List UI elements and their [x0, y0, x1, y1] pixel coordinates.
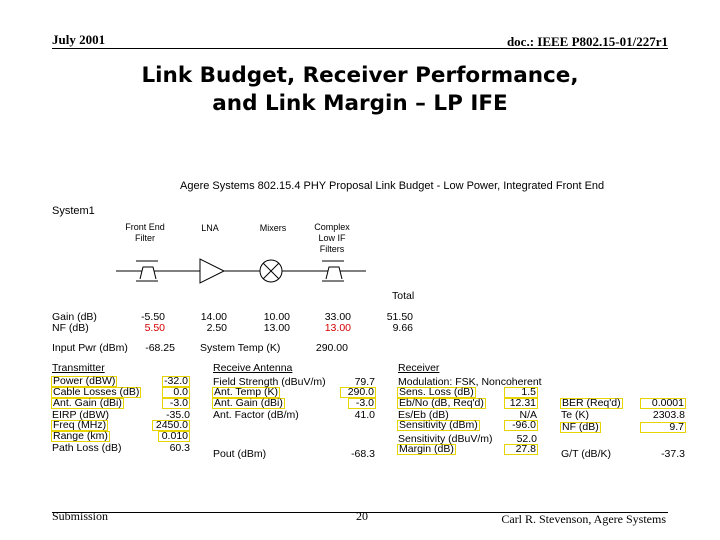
- rx-eb-no-value: 12.31: [504, 398, 538, 409]
- pout-value: -68.3: [351, 448, 375, 460]
- rx-sensitivity-dbm-value: -96.0: [504, 420, 538, 431]
- gain-value-front-end: -5.50: [141, 311, 165, 323]
- ber-value: 0.0001: [640, 398, 686, 409]
- receiver-title: Receiver: [398, 362, 440, 374]
- gain-value-total: 51.50: [386, 311, 413, 323]
- block-label-front-end-filter: Front End Filter: [125, 222, 165, 243]
- rx-margin-value: 27.8: [504, 444, 538, 455]
- system-temp-value: 290.00: [315, 342, 348, 354]
- rx-ant-temp-value: 290.0: [340, 387, 376, 398]
- te-label: Te (K): [561, 409, 590, 421]
- tx-path-loss-value: 60.3: [169, 442, 190, 454]
- slide-title-line-2: and Link Margin – LP IFE: [212, 91, 508, 116]
- g-over-t-value: -37.3: [661, 448, 685, 460]
- pout-label: Pout (dBm): [213, 448, 267, 460]
- input-pwr-label: Input Pwr (dBm): [52, 342, 128, 354]
- gain-value-lna: 14.00: [200, 311, 227, 323]
- rx-ant-field-strength-value: 79.7: [354, 376, 375, 388]
- amplifier-icon: [200, 259, 224, 283]
- rx-sens-loss-label: Sens. Loss (dB): [399, 386, 474, 398]
- tx-freq-label: Freq (MHz): [53, 419, 107, 431]
- nf-value-lna: 2.50: [206, 322, 227, 334]
- tx-power-value: -32.0: [162, 376, 190, 387]
- footer-submission: Submission: [52, 509, 109, 523]
- rx-sensitivity-dbm-label: Sensitivity (dBm): [399, 419, 478, 431]
- transmitter-title: Transmitter: [52, 362, 105, 374]
- rx-es-eb-label: Es/Eb (dB): [398, 409, 449, 421]
- tx-range-value: 0.010: [158, 431, 190, 442]
- input-pwr-value: -68.25: [145, 342, 175, 354]
- system-label: System1: [52, 205, 95, 217]
- tx-ant-gain-value: -3.0: [162, 398, 190, 409]
- slide-title-line-1: Link Budget, Receiver Performance,: [141, 63, 579, 88]
- tx-cable-losses-value: 0.0: [162, 387, 190, 398]
- rx-sensitivity-dbuv-value: 52.0: [516, 433, 537, 445]
- rx-eb-no-label: Eb/No (dB, Req'd): [399, 397, 484, 409]
- rx-nf-label: NF (dB): [562, 421, 599, 433]
- rx-margin-label: Margin (dB): [399, 443, 454, 455]
- rx-sens-loss-value: 1.5: [504, 387, 538, 398]
- gain-value-if-filters: 33.00: [324, 311, 351, 323]
- nf-value-mixers: 13.00: [263, 322, 290, 334]
- rx-ant-factor-label: Ant. Factor (dB/m): [213, 409, 299, 421]
- rx-nf-value: 9.7: [640, 422, 686, 433]
- nf-value-total: 9.66: [392, 322, 413, 334]
- mixer-icon: [260, 260, 282, 282]
- tx-power-label: Power (dBW): [53, 375, 116, 387]
- footer-page-number: 20: [356, 509, 368, 523]
- te-value: 2303.8: [652, 409, 685, 421]
- modulation-label: Modulation: FSK, Noncoherent: [398, 376, 542, 388]
- tx-ant-gain-label: Ant. Gain (dBi): [53, 397, 122, 409]
- block-label-complex-low-if-filters: Complex Low IF Filters: [314, 222, 350, 254]
- rx-ant-temp-label: Ant. Temp (K): [214, 386, 278, 398]
- gain-value-mixers: 10.00: [263, 311, 290, 323]
- header-date: July 2001: [52, 32, 106, 47]
- system-temp-label: System Temp (K): [200, 342, 281, 354]
- rx-es-eb-value: N/A: [519, 409, 537, 421]
- rx-ant-gain-label: Ant. Gain (dBi): [214, 397, 283, 409]
- rx-ant-field-strength-label: Field Strength (dBuV/m): [213, 376, 326, 388]
- ber-label: BER (Req'd): [562, 397, 621, 409]
- tx-range-label: Range (km): [53, 430, 108, 442]
- footer-author: Carl R. Stevenson, Agere Systems: [501, 512, 666, 526]
- tx-freq-value: 2450.0: [152, 420, 190, 431]
- block-label-mixers: Mixers: [259, 223, 287, 233]
- nf-label: NF (dB): [52, 322, 89, 334]
- figure-caption: Agere Systems 802.15.4 PHY Proposal Link Budget - Low Power, Integrated Front End: [180, 180, 605, 192]
- nf-value-front-end: 5.50: [144, 322, 165, 334]
- total-header: Total: [392, 290, 415, 302]
- tx-path-loss-label: Path Loss (dB): [52, 442, 122, 454]
- rx-ant-gain-value: -3.0: [348, 398, 376, 409]
- receive-antenna-title: Receive Antenna: [213, 362, 293, 374]
- tx-eirp-label: EIRP (dBW): [52, 409, 109, 421]
- tx-eirp-value: -35.0: [166, 409, 190, 421]
- nf-value-if-filters: 13.00: [324, 322, 351, 334]
- tx-cable-losses-label: Cable Losses (dB): [53, 386, 140, 398]
- header-doc-id: doc.: IEEE P802.15-01/227r1: [506, 34, 668, 49]
- block-label-lna: LNA: [201, 223, 219, 233]
- gain-label: Gain (dB): [52, 311, 97, 323]
- rx-sensitivity-dbuv-label: Sensitivity (dBuV/m): [398, 433, 493, 445]
- rx-ant-factor-value: 41.0: [354, 409, 375, 421]
- g-over-t-label: G/T (dB/K): [561, 448, 611, 460]
